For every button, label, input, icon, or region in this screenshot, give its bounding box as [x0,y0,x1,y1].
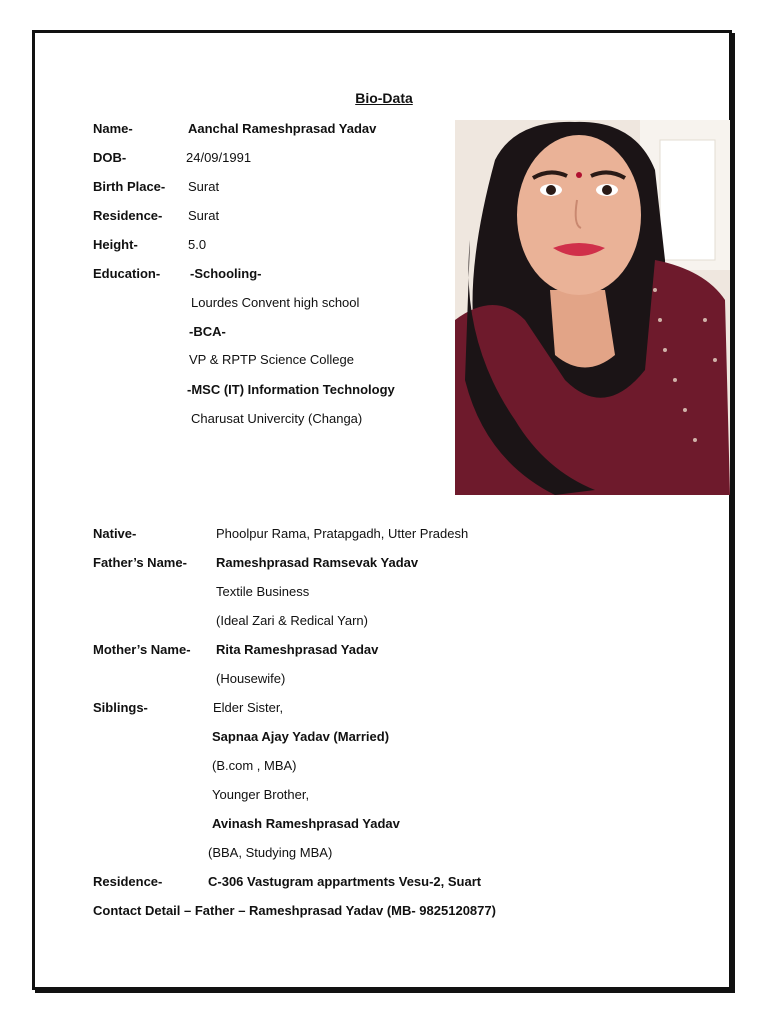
residence-label: Residence- [93,208,163,223]
residence-value: Surat [188,208,220,223]
bca-value: VP & RPTP Science College [189,352,354,367]
brother-heading: Younger Brother, [212,787,310,802]
native-label: Native- [93,526,137,541]
height-value: 5.0 [188,237,207,252]
native-value: Phoolpur Rama, Pratapgadh, Utter Pradesh [216,526,469,541]
dob-label: DOB- [93,150,127,165]
brother-education: (BBA, Studying MBA) [208,845,333,860]
mother-occupation: (Housewife) [216,671,286,686]
schooling-heading: -Schooling- [190,266,262,281]
msc-value: Charusat Univercity (Changa) [191,411,363,426]
bca-heading: -BCA- [189,324,226,339]
mother-name-value: Rita Rameshprasad Yadav [216,642,379,657]
father-occupation: Textile Business [216,584,310,599]
brother-name: Avinash Rameshprasad Yadav [212,816,400,831]
dob-value: 24/09/1991 [186,150,252,165]
profile-photo [455,120,730,495]
birth-place-label: Birth Place- [93,179,166,194]
mother-name-label: Mother’s Name- [93,642,191,657]
sister-name: Sapnaa Ajay Yadav (Married) [212,729,390,744]
height-label: Height- [93,237,138,252]
name-label: Name- [93,121,133,136]
father-business: (Ideal Zari & Redical Yarn) [216,613,368,628]
contact-detail: Contact Detail – Father – Rameshprasad Yadav (MB- 9825120877) [93,903,496,918]
document-title: Bio-Data [355,90,413,106]
family-residence-label: Residence- [93,874,163,889]
schooling-value: Lourdes Convent high school [191,295,360,310]
father-name-value: Rameshprasad Ramsevak Yadav [216,555,419,570]
father-name-label: Father’s Name- [93,555,187,570]
siblings-label: Siblings- [93,700,148,715]
msc-heading: -MSC (IT) Information Technology [187,382,395,397]
education-label: Education- [93,266,161,281]
name-value: Aanchal Rameshprasad Yadav [188,121,377,136]
family-residence-value: C-306 Vastugram appartments Vesu-2, Suart [208,874,482,889]
birth-place-value: Surat [188,179,220,194]
sister-education: (B.com , MBA) [212,758,297,773]
sister-heading: Elder Sister, [213,700,284,715]
